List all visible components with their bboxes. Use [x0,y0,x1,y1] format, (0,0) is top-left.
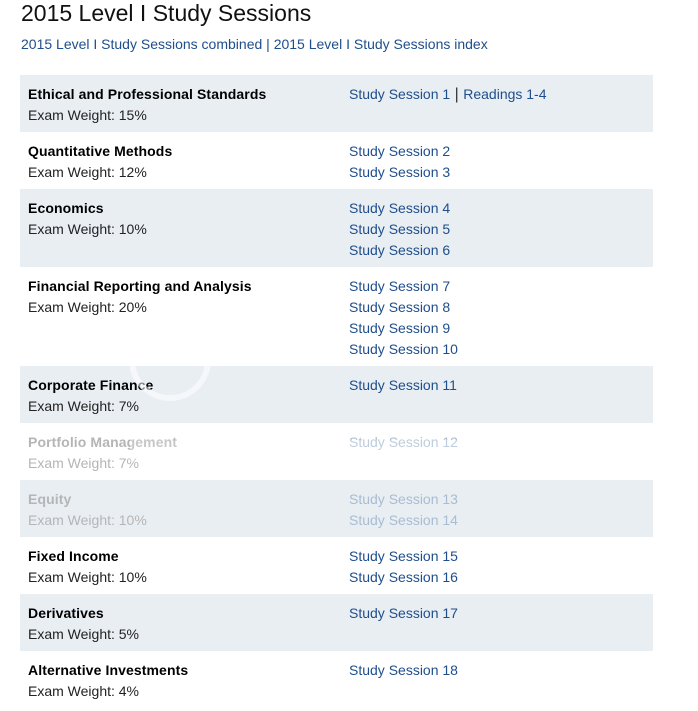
study-session-link[interactable]: Study Session 5 [349,221,451,237]
topic-name: Fixed Income [28,548,119,564]
topic-info [28,432,348,474]
study-session-link[interactable]: Study Session 9 [349,320,451,336]
topic-info [28,546,348,588]
topic-name: Economics [28,200,104,216]
study-session-link[interactable]: Study Session 18 [349,662,458,678]
exam-weight: Exam Weight: 5% [28,626,140,642]
exam-weight: Exam Weight: 4% [28,683,140,699]
topic-name: Ethical and Professional Standards [28,86,267,102]
topic-name: Financial Reporting and Analysis [28,278,252,294]
study-session-link[interactable]: Study Session 17 [349,605,458,621]
readings-link[interactable]: Readings 1-4 [463,86,547,102]
study-session-link[interactable]: Study Session 2 [349,143,451,159]
topic-row [20,189,653,267]
exam-weight: Exam Weight: 10% [28,512,147,528]
session-links [349,276,458,360]
study-session-link[interactable]: Study Session 10 [349,341,458,357]
session-links [349,432,458,453]
session-links [349,603,458,624]
topic-name: Equity [28,491,72,507]
study-session-link[interactable]: Study Session 11 [349,377,457,393]
topic-row [20,75,653,132]
topic-name: Corporate Finance [28,377,154,393]
session-links [349,198,450,261]
topic-name: Portfolio Management [28,434,178,450]
topic-row [20,480,653,537]
study-session-link[interactable]: Study Session 14 [349,512,458,528]
subnav-separator: | [266,36,270,52]
session-line [349,84,547,105]
study-session-link[interactable]: Study Session 8 [349,299,451,315]
session-links [349,375,457,396]
topic-row [20,651,653,708]
topic-name: Quantitative Methods [28,143,173,159]
topic-info [28,198,348,240]
study-session-link[interactable]: Study Session 7 [349,278,451,294]
session-links [349,84,547,105]
topic-row [20,423,653,480]
session-links [349,141,450,183]
exam-weight: Exam Weight: 7% [28,398,140,414]
topic-info [28,489,348,531]
topic-info [28,84,348,126]
study-session-link[interactable]: Study Session 4 [349,200,451,216]
topic-row [20,594,653,651]
exam-weight: Exam Weight: 7% [28,455,140,471]
combined-link[interactable]: 2015 Level I Study Sessions combined [21,36,263,52]
topic-info [28,375,348,417]
session-links [349,489,458,531]
exam-weight: Exam Weight: 10% [28,221,147,237]
study-session-link[interactable]: Study Session 15 [349,548,458,564]
study-session-link[interactable]: Study Session 13 [349,491,458,507]
study-session-link[interactable]: Study Session 3 [349,164,451,180]
topic-name: Alternative Investments [28,662,189,678]
study-session-link[interactable]: Study Session 12 [349,434,458,450]
exam-weight: Exam Weight: 20% [28,299,147,315]
topic-row [20,537,653,594]
topic-row [20,366,653,423]
subnav [21,35,488,53]
exam-weight: Exam Weight: 15% [28,107,147,123]
topic-name: Derivatives [28,605,104,621]
topic-info [28,660,348,702]
index-link[interactable]: 2015 Level I Study Sessions index [273,36,488,52]
topic-info [28,276,348,318]
session-links [349,546,458,588]
study-session-link[interactable]: Study Session 1 [349,86,451,102]
exam-weight: Exam Weight: 10% [28,569,147,585]
study-session-link[interactable]: Study Session 6 [349,242,451,258]
topic-info [28,141,348,183]
topic-row [20,132,653,189]
page-title: 2015 Level I Study Sessions [21,0,312,26]
link-separator: | [454,86,459,103]
study-sessions-table [20,75,653,708]
study-session-link[interactable]: Study Session 16 [349,569,458,585]
exam-weight: Exam Weight: 12% [28,164,147,180]
session-links [349,660,458,681]
topic-info [28,603,348,645]
topic-row [20,267,653,366]
